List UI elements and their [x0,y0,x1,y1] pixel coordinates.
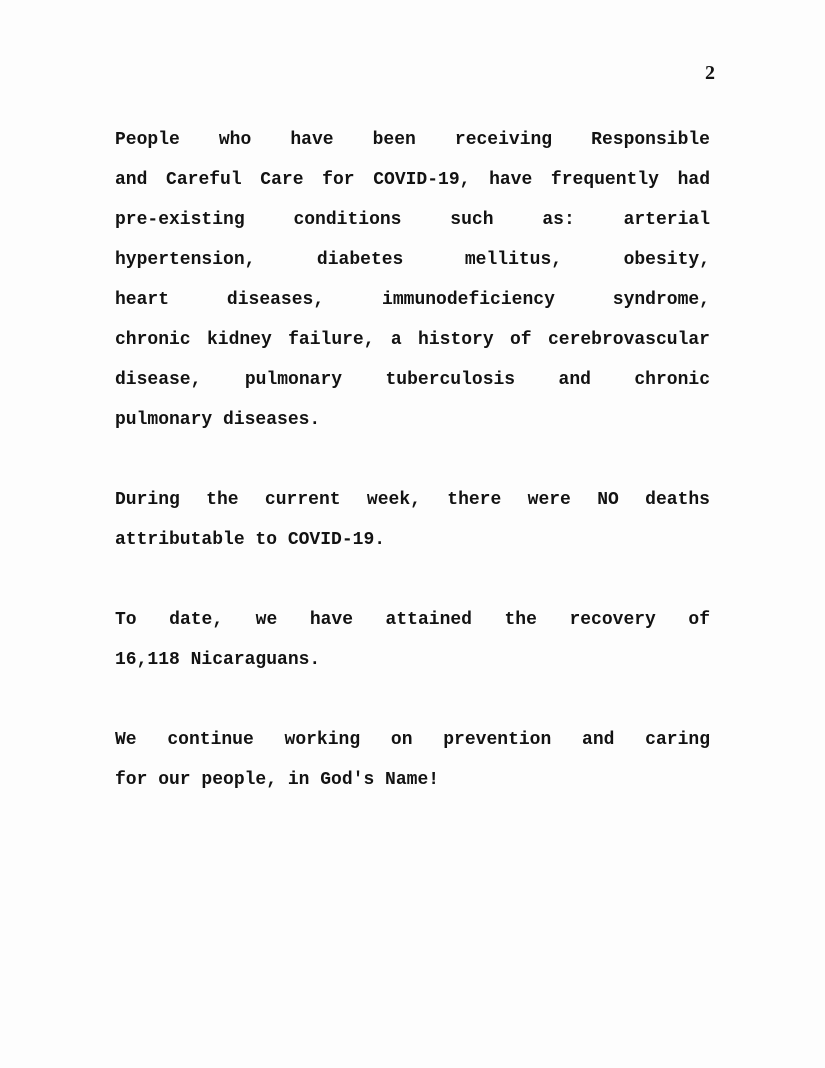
text-line: People who have been receiving Responsible [115,130,710,150]
text-line: We continue working on prevention and caring [115,730,710,750]
paragraph-closing [115,720,710,800]
text-line: chronic kidney failure, a history of cerebrovascular [115,330,710,350]
paragraph-preexisting-conditions [115,120,710,440]
paragraph-recoveries [115,600,710,680]
text-line: for our people, in God's Name! [115,770,440,790]
text-line: and Careful Care for COVID-19, have frequently had [115,170,710,190]
text-line: pulmonary diseases. [115,410,321,430]
text-line: To date, we have attained the recovery of [115,610,710,630]
document-body [115,120,710,840]
text-line: disease, pulmonary tuberculosis and chronic [115,370,710,390]
text-line: heart diseases, immunodeficiency syndrome, [115,290,710,310]
page-number: 2 [705,62,715,84]
text-line: pre-existing conditions such as: arterial [115,210,710,230]
text-line: hypertension, diabetes mellitus, obesity, [115,250,710,270]
text-line: During the current week, there were NO deaths [115,490,710,510]
paragraph-no-deaths [115,480,710,560]
text-line: attributable to COVID-19. [115,530,386,550]
text-line: 16,118 Nicaraguans. [115,650,321,670]
